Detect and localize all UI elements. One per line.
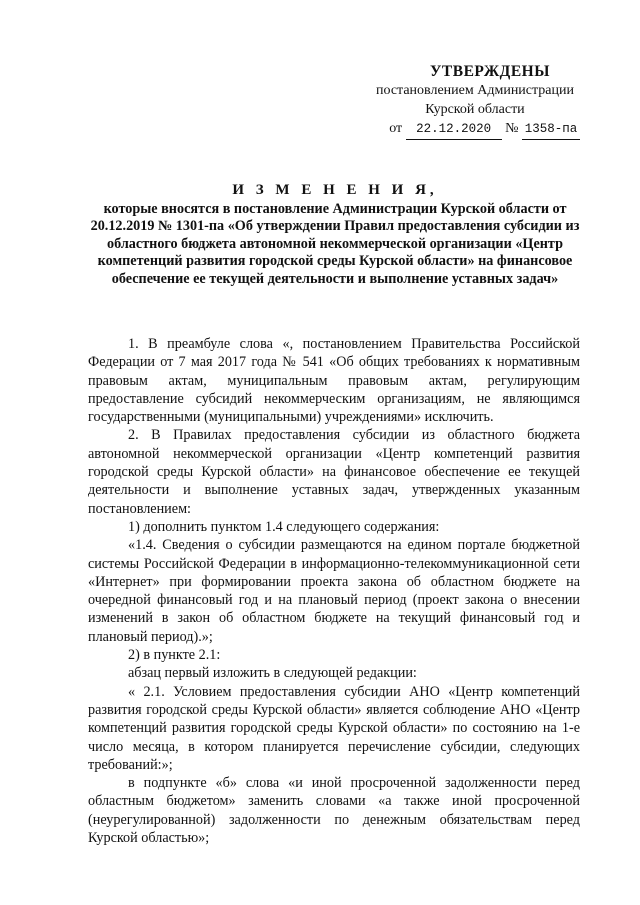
- heading-text: которые вносятся в постановление Администрации Курской области от 20.12.2019 № 1301-па «Об утверждении Правил предоставления субсидии из областного бюджета автономной некоммерческой организации «Центр компетенций развития городской среды Курской области» на финансовое обеспечение ее текущей деятельности и выполнение уставных задач»: [90, 200, 580, 287]
- document-heading: [90, 182, 580, 289]
- number-prefix: №: [505, 121, 519, 136]
- paragraph-1: 1. В преамбуле слова «, постановлением Правительства Российской Федерации от 7 мая 2017 года № 541 «Об общих требованиях к нормативным правовым актам, муниципальным правовым актам, регулирующим предоставление субсидий некоммерческим организациям, не являющимся государственными (муниципальными) учреждениями» исключить.: [88, 336, 580, 426]
- paragraph-7: « 2.1. Условием предоставления субсидии АНО «Центр компетенций развития городской среды Курской области» является соблюдение АНО «Центр компетенций развития городской среды Курской области» по состоянию на 1-е число месяца, в котором планируется перечисление субсидии, следующих требований:»;: [88, 683, 580, 773]
- approval-line-1: постановлением Администрации: [376, 83, 574, 98]
- approval-number: 1358-па: [522, 120, 580, 140]
- paragraph-4: «1.4. Сведения о субсидии размещаются на едином портале бюджетной системы Российской Федерации в информационно-телекоммуникационной сети «Интернет» при формировании проекта закона об областном бюджете на очередной финансовый год и на плановый период (проект закона о внесении изменений в закон об областном бюджете на текущий финансовый год и плановый период).»;: [88, 537, 580, 645]
- approval-stamp: [370, 62, 580, 140]
- date-prefix: от: [389, 121, 403, 136]
- approval-date: 22.12.2020: [406, 120, 502, 140]
- paragraph-5: 2) в пункте 2.1:: [128, 647, 221, 664]
- document-body: [88, 335, 580, 847]
- approval-date-line: [370, 119, 580, 140]
- paragraph-8: в подпункте «б» слова «и иной просроченной задолженности перед областным бюджетом» заменить словами «а также иной просроченной (неурегулированной) задолженности по денежным обязательствам перед Курской областью»;: [88, 775, 580, 847]
- paragraph-3: 1) дополнить пунктом 1.4 следующего содержания:: [128, 518, 440, 535]
- heading-word: И З М Е Н Е Н И Я,: [232, 182, 438, 198]
- approval-title: УТВЕРЖДЕНЫ: [430, 63, 550, 80]
- paragraph-2: 2. В Правилах предоставления субсидии из областного бюджета автономной некоммерческой организации «Центр компетенций развития городской среды Курской области» на финансовое обеспечение ее текущей деятельности и выполнение уставных задач, утвержденных указанным постановлением:: [88, 427, 580, 517]
- approval-line-2: Курской области: [425, 102, 525, 117]
- paragraph-6: абзац первый изложить в следующей редакции:: [128, 665, 417, 682]
